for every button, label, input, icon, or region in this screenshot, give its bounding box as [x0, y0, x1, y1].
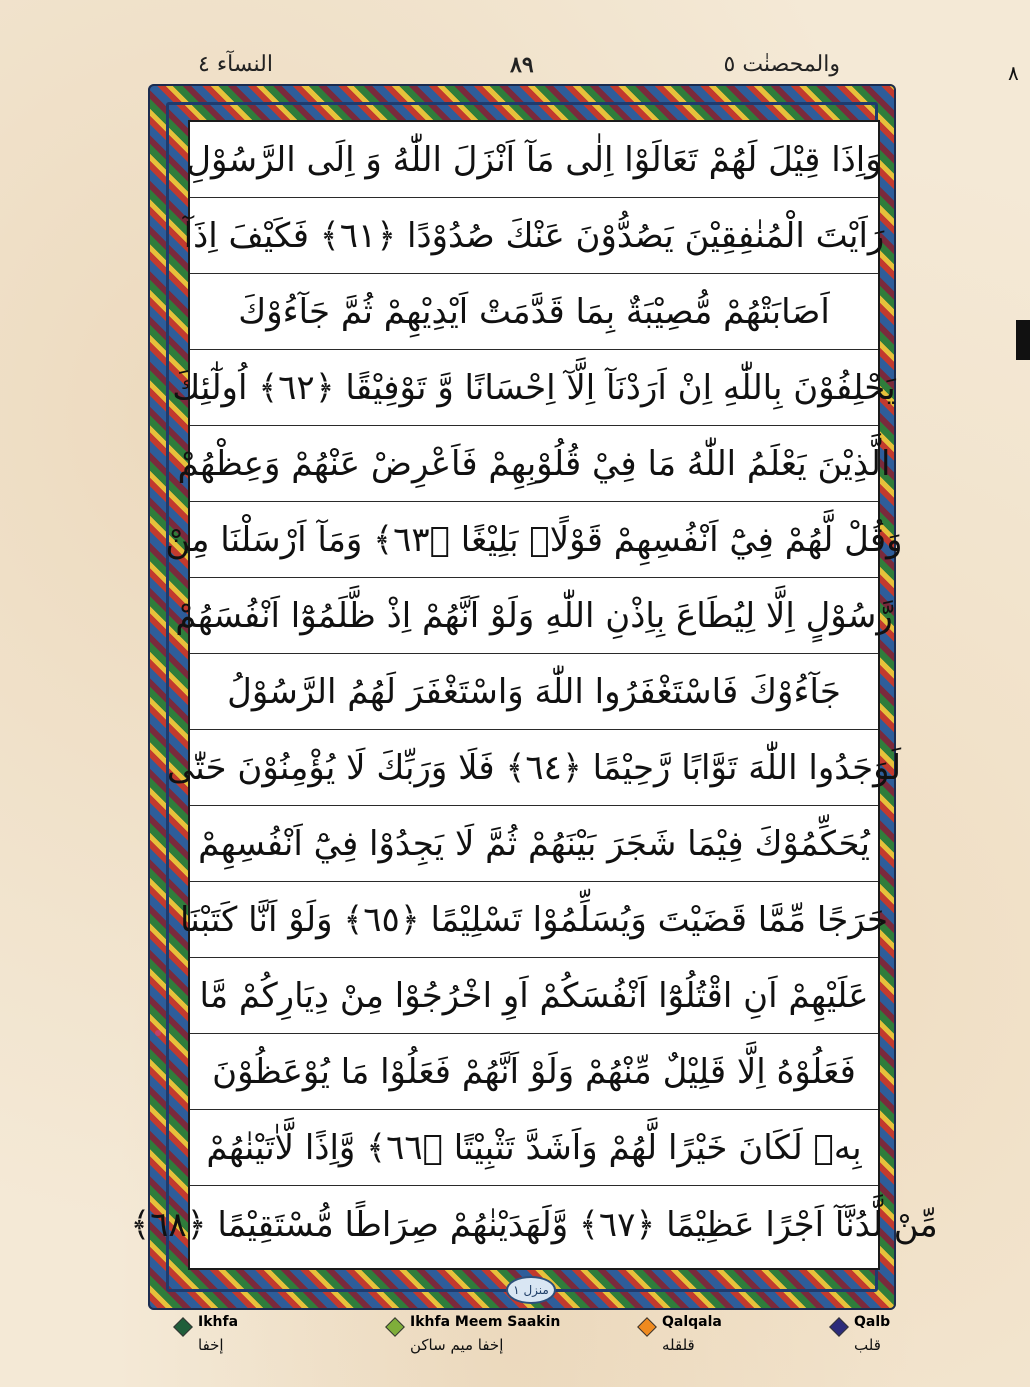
juz-name: والمحصنٰت ٥	[723, 52, 840, 77]
verse-line: لَوَجَدُوا اللّٰهَ تَوَّابًا رَّحِيْمًا ﴿٦٤﴾ فَلَا وَرَبِّكَ لَا يُؤْمِنُوْنَ حَتّٰى	[190, 730, 878, 806]
ikhfa-meem-diamond-icon	[385, 1317, 405, 1337]
verse-line: جَآءُوْكَ فَاسْتَغْفَرُوا اللّٰهَ وَاسْتَغْفَرَ لَهُمُ الرَّسُوْلُ	[190, 654, 878, 730]
surah-name: النسآء ٤	[198, 52, 273, 77]
legend-label-en: Qalb	[854, 1314, 891, 1330]
legend-label-ar: إخفا ميم ساكن	[410, 1336, 504, 1354]
legend-label-en: Qalqala	[662, 1314, 722, 1330]
legend-label-en: Ikhfa Meem Saakin	[410, 1314, 561, 1330]
legend-label-ar: قلب	[854, 1336, 881, 1354]
manzil-badge: منزل ١	[506, 1276, 556, 1304]
verse-line: مِّنْ لَّدُنَّآ اَجْرًا عَظِيْمًا ﴿٦٧﴾ وَّلَهَدَيْنٰهُمْ صِرَاطًا مُّسْتَقِيْمًا ﴿٦٨﴾	[130, 1204, 938, 1245]
page-header	[180, 48, 860, 84]
margin-dot	[155, 1030, 161, 1036]
page-number: ٨٩	[510, 52, 534, 78]
qalqala-diamond-icon	[637, 1317, 657, 1337]
verse-line: وَاِذَا قِيْلَ لَهُمْ تَعَالَوْا اِلٰى مَآ اَنْزَلَ اللّٰهُ وَ اِلَى الرَّسُوْلِ	[190, 122, 878, 198]
right-margin-bar	[1016, 320, 1030, 360]
verse-line: يُحَكِّمُوْكَ فِيْمَا شَجَرَ بَيْنَهُمْ ثُمَّ لَا يَجِدُوْا فِيْٓ اَنْفُسِهِمْ	[190, 806, 878, 882]
legend-label-en: Ikhfa	[198, 1314, 239, 1330]
verse-line: عَلَيْهِمْ اَنِ اقْتُلُوْٓا اَنْفُسَكُمْ اَوِ اخْرُجُوْا مِنْ دِيَارِكُمْ مَّا	[190, 958, 878, 1034]
legend-label-ar: إخفا	[198, 1336, 224, 1354]
verse-line: رَّسُوْلٍ اِلَّا لِيُطَاعَ بِاِذْنِ اللّٰهِ وَلَوْ اَنَّهُمْ اِذْ ظَّلَمُوْٓا اَنْفُسَهُمْ	[190, 578, 878, 654]
verse-line: اَصَابَتْهُمْ مُّصِيْبَةٌ بِمَا قَدَّمَتْ اَيْدِيْهِمْ ثُمَّ جَآءُوْكَ	[190, 274, 878, 350]
verse-panel	[130, 120, 938, 1270]
right-margin-mark: ٨	[1008, 61, 1019, 85]
verse-line: وَقُلْ لَّهُمْ فِيْٓ اَنْفُسِهِمْ قَوْلًاۢ بَلِيْغًا ﴿٦٣﴾ وَمَآ اَرْسَلْنَا مِنْ	[190, 502, 878, 578]
verse-line: بِهٖ لَكَانَ خَيْرًا لَّهُمْ وَاَشَدَّ تَثْبِيْتًا ﴿٦٦﴾ وَّاِذًا لَّاٰتَيْنٰهُمْ	[190, 1110, 878, 1186]
legend-label-ar: قلقله	[662, 1336, 695, 1354]
verse-line: حَرَجًا مِّمَّا قَضَيْتَ وَيُسَلِّمُوْا تَسْلِيْمًا ﴿٦٥﴾ وَلَوْ اَنَّا كَتَبْنَا	[190, 882, 878, 958]
verse-line: رَاَيْتَ الْمُنٰفِقِيْنَ يَصُدُّوْنَ عَنْكَ صُدُوْدًا ﴿٦١﴾ فَكَيْفَ اِذَآ	[190, 198, 878, 274]
ikhfa-diamond-icon	[173, 1317, 193, 1337]
verse-line: يَحْلِفُوْنَ بِاللّٰهِ اِنْ اَرَدْنَآ اِلَّآ اِحْسَانًا وَّ تَوْفِيْقًا ﴿٦٢﴾ اُولٰٓئِكَ	[190, 350, 878, 426]
tajweed-legend	[0, 1310, 1030, 1387]
qalb-diamond-icon	[829, 1317, 849, 1337]
verse-line: فَعَلُوْهُ اِلَّا قَلِيْلٌ مِّنْهُمْ وَلَوْ اَنَّهُمْ فَعَلُوْا مَا يُوْعَظُوْنَ	[190, 1034, 878, 1110]
verse-line: الَّذِيْنَ يَعْلَمُ اللّٰهُ مَا فِيْ قُلُوْبِهِمْ فَاَعْرِضْ عَنْهُمْ وَعِظْهُمْ	[190, 426, 878, 502]
